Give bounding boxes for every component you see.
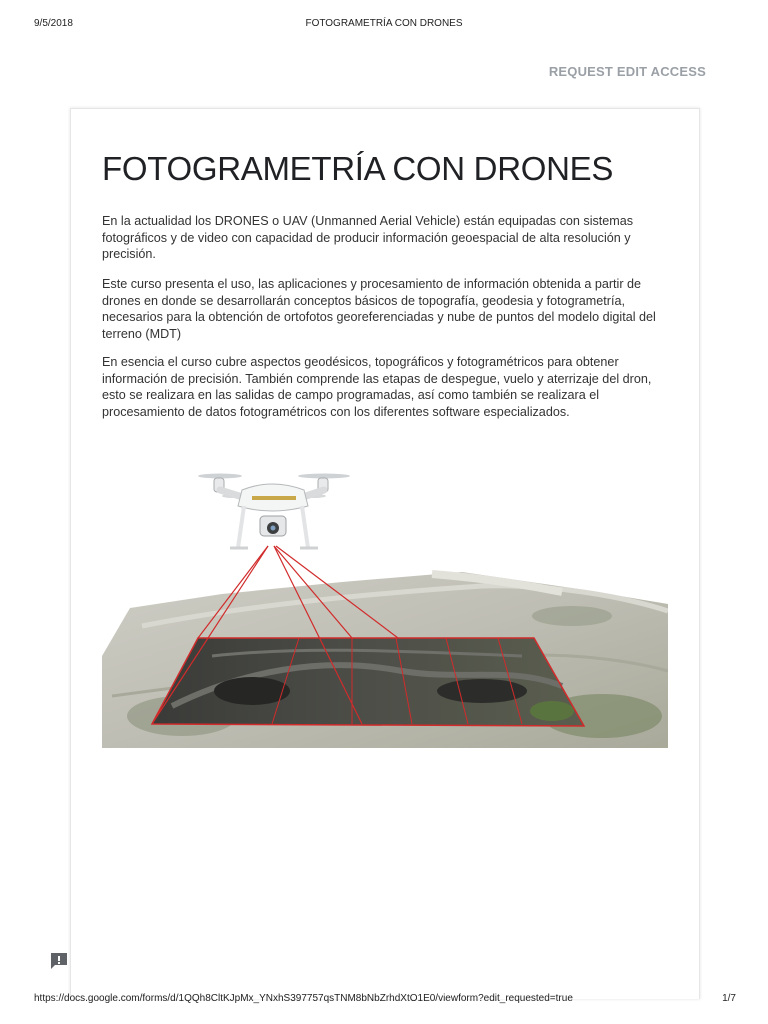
form-description-paragraph: Este curso presenta el uso, las aplicaciones y procesamiento de información obtenida a partir de drones en donde se desarrollarán conceptos básicos de topografía, geodesia y fotogrametría, necesarios para la obtención de ortofotos georeferenciadas y nube de puntos del modelo digital del terreno (MDT)	[102, 277, 656, 341]
form-description-paragraph: En esencia el curso cubre aspectos geodésicos, topográficos y fotogramétricos para obtener información de precisión. También comprende las etapas de despegue, vuelo y aterrizaje del dron, esto se realizara en las salidas de campo programadas, así como también se realizara el procesamiento de datos fotogramétricos con los diferentes software especializados.	[102, 355, 652, 419]
form-description-paragraph: En la actualidad los DRONES o UAV (Unmanned Aerial Vehicle) están equipadas con sistemas fotográficos y de video con capacidad de producir información geoespacial de alta resolución y precisión.	[102, 214, 634, 261]
survey-footprint	[152, 638, 584, 726]
form-title: FOTOGRAMETRÍA CON DRONES	[102, 150, 614, 187]
feedback-icon[interactable]	[49, 951, 69, 971]
print-date: 9/5/2018	[34, 18, 73, 29]
print-header	[0, 18, 768, 32]
request-edit-access-button[interactable]: REQUEST EDIT ACCESS	[548, 64, 706, 79]
print-url: https://docs.google.com/forms/d/1QQh8CltKJpMx_YNxhS397757qsTNM8bNbZrhdXtO1E0/viewform?edit_requested=true	[34, 993, 573, 1004]
page-number: 1/7	[722, 993, 736, 1004]
drone-photogrammetry-image	[102, 466, 668, 748]
print-footer	[0, 993, 768, 1007]
print-title: FOTOGRAMETRÍA CON DRONES	[305, 18, 463, 29]
drone-icon	[198, 474, 350, 549]
